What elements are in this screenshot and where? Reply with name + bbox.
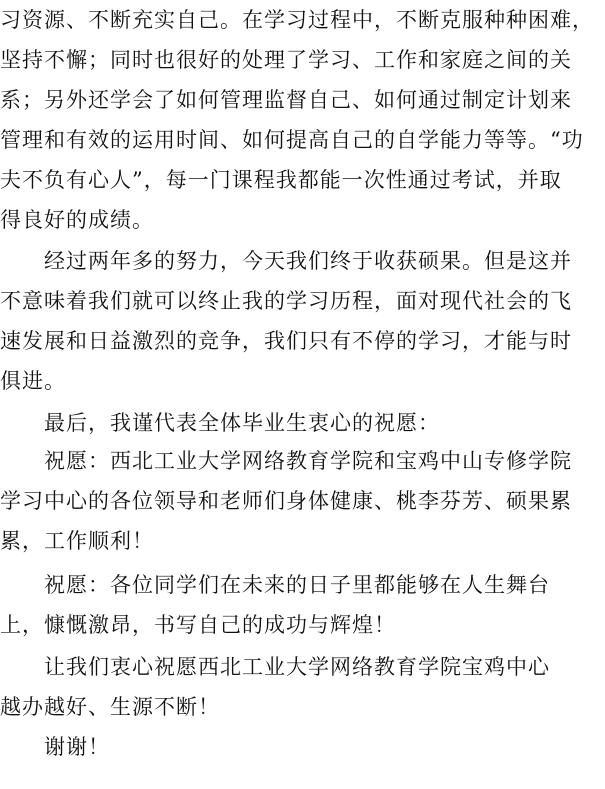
text-line: 俱进。 <box>0 369 66 393</box>
text-line: 上，慷慨激昂，书写自己的成功与辉煌！ <box>0 613 396 637</box>
text-line: 祝愿：各位同学们在未来的日子里都能够在人生舞台 <box>0 573 550 597</box>
text-line: 学习中心的各位领导和老师们身体健康、桃李芬芳、硕果累 <box>0 489 572 513</box>
text-line: 最后，我谨代表全体毕业生衷心的祝愿： <box>0 411 440 435</box>
text-line: 不意味着我们就可以终止我的学习历程，面对现代社会的飞 <box>0 289 572 313</box>
text-line: 经过两年多的努力，今天我们终于收获硕果。但是这并 <box>0 249 572 273</box>
paragraph-wish-teachers <box>0 441 600 561</box>
text-line: 管理和有效的运用时间、如何提高自己的自学能力等等。“功 <box>0 128 584 152</box>
text-line: 谢谢！ <box>0 735 110 759</box>
text-line: 系；另外还学会了如何管理监督自己、如何通过制定计划来 <box>0 88 572 112</box>
paragraph-closing-intro <box>0 403 600 443</box>
text-line: 越办越好、生源不断！ <box>0 695 220 719</box>
text-line: 习资源、不断充实自己。在学习过程中，不断克服种种困难， <box>0 8 594 32</box>
text-line: 累，工作顺利！ <box>0 529 154 553</box>
paragraph-study-experience <box>0 0 600 240</box>
text-line: 让我们衷心祝愿西北工业大学网络教育学院宝鸡中心 <box>0 655 550 679</box>
text-line: 得良好的成绩。 <box>0 208 154 232</box>
paragraph-wish-center <box>0 647 600 727</box>
text-line: 速发展和日益激烈的竞争，我们只有不停的学习，才能与时 <box>0 329 572 353</box>
text-line: 坚持不懈；同时也很好的处理了学习、工作和家庭之间的关 <box>0 48 572 72</box>
text-line: 夫不负有心人”，每一门课程我都能一次性通过考试，并取 <box>0 168 562 192</box>
paragraph-achievement <box>0 241 600 401</box>
paragraph-thanks <box>0 727 600 767</box>
paragraph-wish-classmates <box>0 565 600 645</box>
text-line: 祝愿：西北工业大学网络教育学院和宝鸡中山专修学院 <box>0 449 572 473</box>
